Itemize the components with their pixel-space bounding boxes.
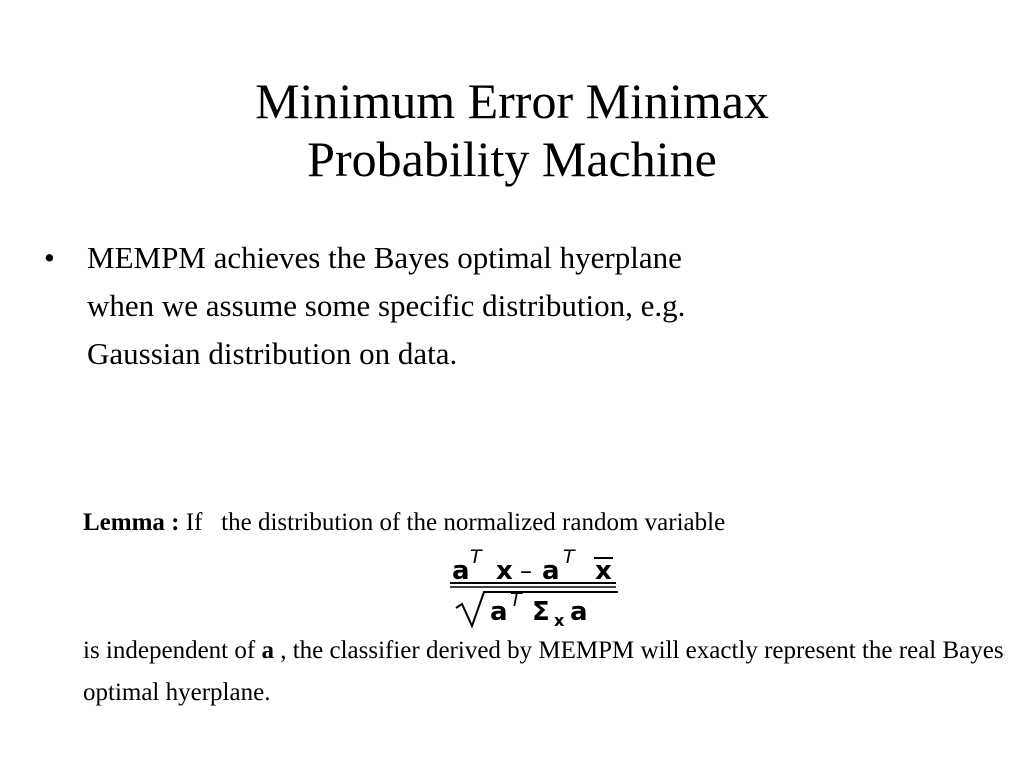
normalized-variable-formula <box>446 536 626 628</box>
title-line-1: Minimum Error Minimax <box>255 73 769 129</box>
lemma-intro: If the distribution of the normalized random variable <box>179 509 726 536</box>
num-minus: – <box>520 557 532 585</box>
bullet-line-3: Gaussian distribution on data. <box>87 336 458 371</box>
num-x2: x <box>595 556 612 586</box>
num-T2: T <box>563 546 575 568</box>
den-a1: a <box>490 597 508 627</box>
bullet-mark: • <box>44 240 55 275</box>
bullet-line-2: when we assume some specific distribution, e.g. <box>87 288 686 323</box>
num-x1: x <box>496 556 513 586</box>
bullet-list <box>44 234 904 378</box>
num-a2: a <box>542 556 560 586</box>
conclusion-part-1: is independent of <box>83 637 262 664</box>
bullet-line-1: MEMPM achieves the Bayes optimal hyerplane <box>87 240 682 275</box>
formula-svg <box>446 536 626 628</box>
den-T: T <box>510 589 522 611</box>
conclusion-bold-a: a <box>261 637 274 664</box>
bullet-item <box>44 234 904 378</box>
den-a2: a <box>570 597 588 627</box>
lemma-conclusion <box>83 630 1018 714</box>
slide-title <box>0 72 1024 188</box>
den-sub: x <box>554 611 565 628</box>
title-line-2: Probability Machine <box>307 131 717 187</box>
num-a1: a <box>452 556 470 586</box>
conclusion-part-2: , the classifier derived by MEMPM will exactly represent the real Bayes optimal hyerplane. <box>83 637 1004 706</box>
lemma-statement <box>83 506 725 540</box>
num-T1: T <box>470 546 482 568</box>
den-sigma: Σ <box>532 597 550 627</box>
lemma-label: Lemma : <box>83 509 180 536</box>
